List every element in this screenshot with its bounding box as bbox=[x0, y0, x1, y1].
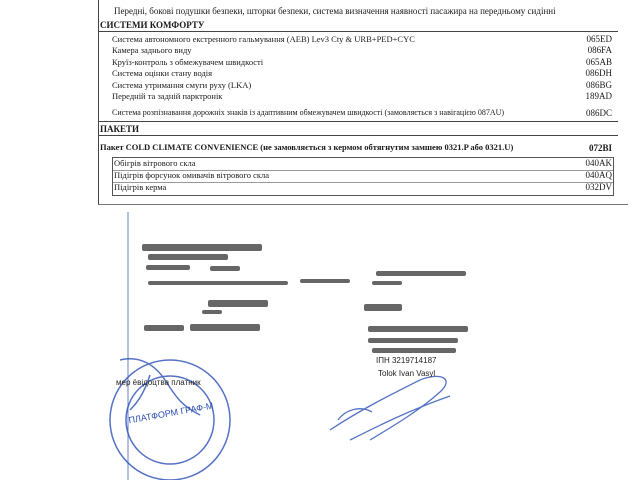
illegible-scan-text bbox=[142, 244, 468, 353]
comfort-item-label: Круїз-контроль з обмежувачем швидкості bbox=[112, 57, 264, 67]
package-item-label: Обігрів вітрового скла bbox=[114, 158, 196, 168]
comfort-item-code: 189AD bbox=[585, 91, 612, 101]
signature-line: мер ёвідоцтва платник bbox=[116, 378, 201, 387]
package-main-label: Пакет COLD CLIMATE CONVENIENCE (не замовляється з кермом обтягнутим замшею 0321.P або 0321.U) bbox=[100, 142, 514, 152]
package-item-label: Підігрів керма bbox=[114, 182, 167, 192]
comfort-item-label: Система розпізнавання дорожніх знаків із адаптивним обмежувачем швидкості (замовляється з навігацією 087AU) bbox=[112, 108, 505, 117]
comfort-item-code: 086BG bbox=[585, 80, 612, 90]
package-item-code: 040AQ bbox=[585, 170, 612, 180]
packages-section-title: ПАКЕТИ bbox=[100, 124, 140, 134]
comfort-item-code: 086FA bbox=[587, 45, 612, 55]
stamp-text: ПЛАТФОРМ ГРАФ-М bbox=[127, 400, 215, 426]
signature-line: Tolok Ivan Vasyl bbox=[378, 369, 436, 378]
comfort-item-label: Система автономного екстренного гальмування (AEB) Lev3 Cty & URB+PED+CYC bbox=[112, 34, 415, 44]
comfort-item-code: 086DH bbox=[585, 68, 612, 78]
package-item-code: 040AK bbox=[585, 158, 612, 168]
comfort-item-label: Система утримання смуги руху (LKA) bbox=[112, 80, 252, 90]
package-item-label: Підігрів форсунок омивачів вітрового скла bbox=[114, 170, 269, 180]
comfort-item-code: 065AB bbox=[585, 57, 612, 67]
comfort-item-code: 086DC bbox=[585, 108, 612, 118]
package-main-code: 072BI bbox=[588, 143, 612, 153]
comfort-item-label: Камера заднього виду bbox=[112, 45, 192, 55]
signature-line: ІПН 3219714187 bbox=[376, 356, 437, 365]
signature-strokes bbox=[330, 376, 450, 440]
package-item-code: 032DV bbox=[585, 182, 612, 192]
comfort-item-label: Передній та задній парктронік bbox=[112, 91, 223, 101]
comfort-item-label: Система оцінки стану водія bbox=[112, 68, 213, 78]
airbags-line: Передні, бокові подушки безпеки, шторки безпеки, система визначення наявності пасажира на передньому сидінні bbox=[114, 6, 556, 16]
comfort-item-code: 065ED bbox=[586, 34, 612, 44]
comfort-section-title: СИСТЕМИ КОМФОРТУ bbox=[100, 20, 205, 30]
